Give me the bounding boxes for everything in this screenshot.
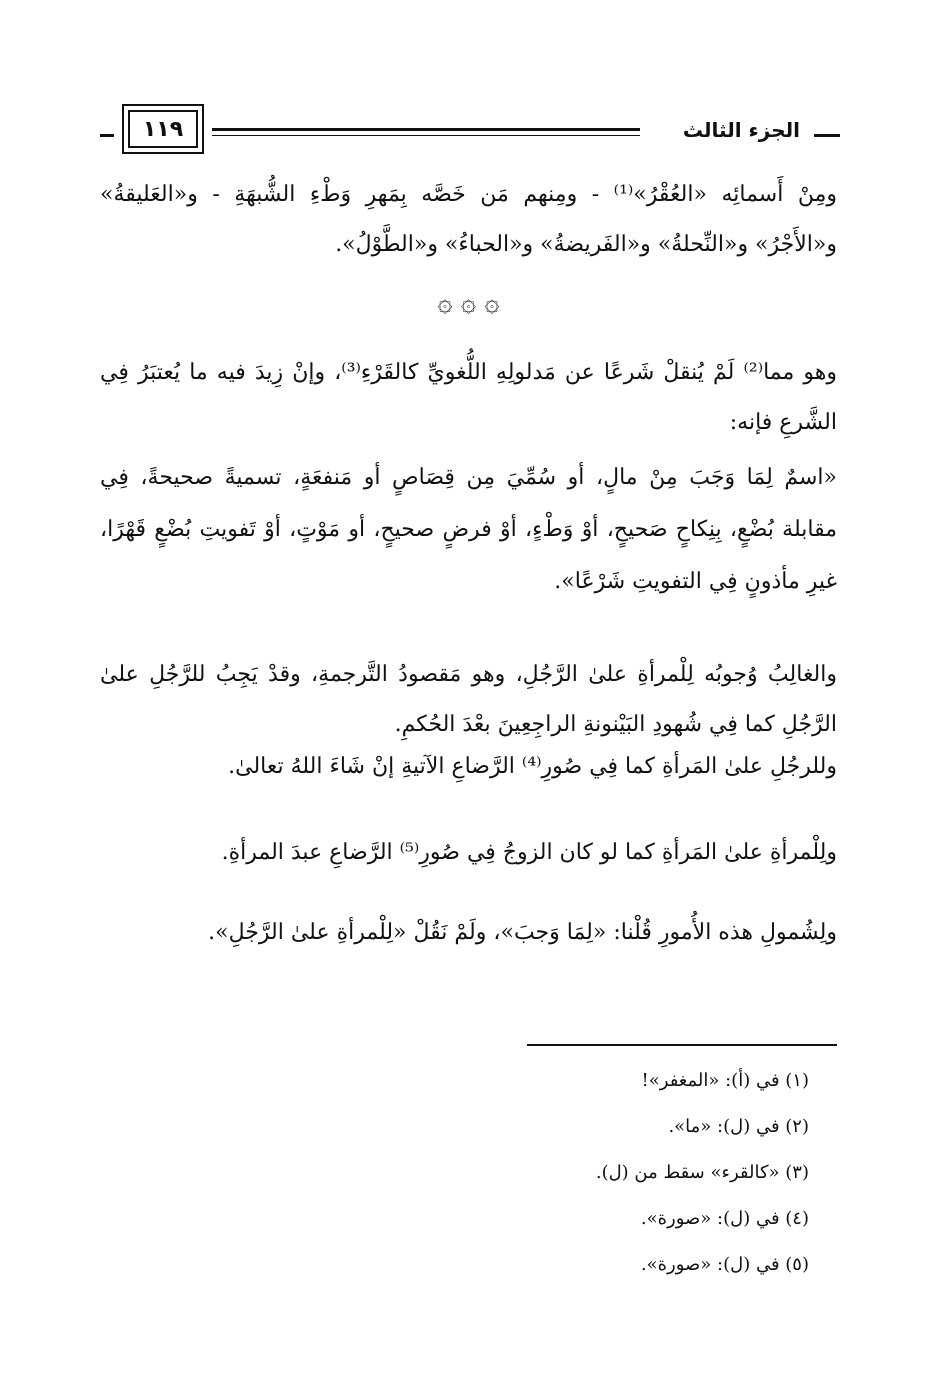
footnote-3: (٣) «كالقرء» سقط من (ل).	[595, 1162, 809, 1183]
paragraph-2: وهو مما⁽²⁾ لَمْ يُنقلْ شَرعًا عن مَدلولِهِ اللُّغويِّ كالقَرْءِ⁽³⁾، وإنْ زِيدَ فيه ما يُعتبَرُ فِي الشَّرعِ فإنه:	[100, 360, 837, 435]
footnote-1: (١) في (أ): «المغفر»!	[641, 1070, 809, 1091]
paragraph-5: وللرجُلِ علىٰ المَرأةِ كما فِي صُورِ⁽⁴⁾ الرَّضاعِ الآتيةِ إنْ شَاءَ اللهُ تعالىٰ.	[228, 754, 837, 779]
footnote-2: (٢) في (ل): «ما».	[668, 1116, 809, 1137]
header-rule-thick	[212, 128, 640, 131]
footnote-separator	[527, 1044, 837, 1046]
running-title: الجزء الثالث	[682, 118, 800, 142]
header-dash	[814, 134, 840, 137]
page-number-box	[122, 104, 204, 154]
section-divider-ornaments: ۞ ۞ ۞	[437, 288, 500, 318]
paragraph-4: والغالِبُ وُجوبُه لِلْمرأةِ علىٰ الرَّجُلِ، وهو مَقصودُ التَّرجمةِ، وقدْ يَجِبُ للرَّجُلِ علىٰ الرَّجُلِ كما فِي شُهودِ البَيْنونةِ الراجِعِينَ بعْدَ الحُكمِ.	[100, 662, 837, 737]
paragraph-6: ولِلْمرأةِ علىٰ المَرأةِ كما لو كان الزوجُ فِي صُورِ⁽⁵⁾ الرَّضاعِ عبدَ المرأةِ.	[221, 840, 837, 865]
paragraph-7: ولِشُمولِ هذه الأُمورِ قُلْنا: «لِمَا وَجبَ»، ولَمْ نَقُلْ «لِلْمرأةِ علىٰ الرَّجُلِ».	[208, 920, 837, 945]
page-number: ١١٩	[128, 110, 198, 148]
page-header	[100, 104, 840, 160]
footnotes-list	[309, 1058, 809, 1288]
header-rule-thin	[212, 135, 640, 136]
header-rule	[212, 128, 640, 140]
paragraph-1: ومِنْ أَسمائِه «العُقْرُ»⁽¹⁾ - ومِنهم مَن خَصَّه بِمَهرِ وَطْءِ الشُّبهَةِ - و«العَليقةُ» و«الأَجْرُ» و«النِّحلةُ» و«الفَريضةُ» و«الحباءُ» و«الطَّوْلُ».	[100, 182, 838, 257]
header-dash-left	[100, 134, 114, 137]
footnote-5: (٥) في (ل): «صورة».	[640, 1254, 809, 1275]
definition-quote: «اسمٌ لِمَا وَجَبَ مِنْ مالٍ، أو سُمِّيَ مِن قِصَاصٍ أو مَنفعَةٍ، تسميةً صحيحةً، فِي مقابلة بُضْعٍ، بِنِكاحٍ صَحيحٍ، أوْ وَطْءٍ، أوْ فرضٍ صحيحٍ، أو مَوْتٍ، أوْ تَفويتِ بُضْعٍ قَهْرًا، غيرِ مأذونٍ فِي التفويتِ شَرْعًا».	[100, 465, 837, 594]
footnote-4: (٤) في (ل): «صورة».	[640, 1208, 809, 1229]
